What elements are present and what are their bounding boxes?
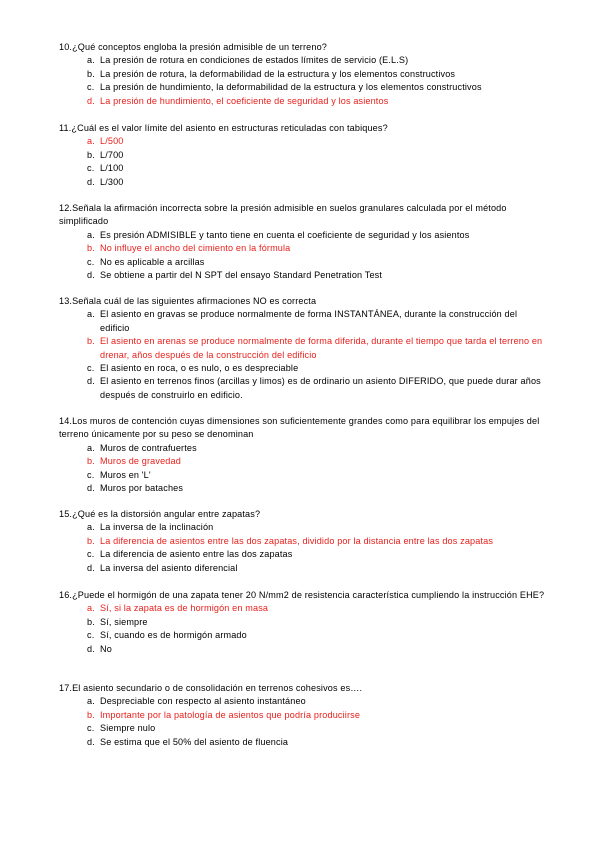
- question-17: [59, 682, 549, 749]
- option-a-correct: [59, 135, 549, 148]
- option-b: [59, 149, 549, 162]
- question-text: [59, 415, 549, 442]
- option-text: Despreciable con respecto al asiento instantáneo: [100, 696, 306, 707]
- option-text: L/300: [100, 176, 124, 187]
- option-c: [59, 722, 549, 735]
- option-b: [59, 616, 549, 629]
- option-list: [59, 442, 549, 496]
- option-letter: b.: [87, 68, 95, 79]
- option-text: La presión de hundimiento, el coeficiente de seguridad y los asientos: [100, 95, 389, 106]
- option-a: [59, 308, 549, 335]
- option-letter: b.: [87, 336, 95, 347]
- question-number: 10.: [59, 42, 73, 52]
- option-letter: a.: [87, 309, 95, 320]
- option-text: Importante por la patología de asientos que podría produciirse: [100, 709, 361, 720]
- question-prompt: ¿Puede el hormigón de una zapata tener 20 N/mm2 de resistencia característica cumpliendo la instrucción EHE?: [72, 590, 545, 600]
- option-letter: b.: [87, 149, 95, 160]
- option-letter: d.: [87, 736, 95, 747]
- option-letter: b.: [87, 709, 95, 720]
- question-prompt: Señala la afirmación incorrecta sobre la presión admisible en suelos granulares calculada por el método simplificado: [59, 203, 507, 227]
- option-letter: c.: [87, 163, 95, 174]
- question-number: 13.: [59, 296, 73, 306]
- question-text: [59, 589, 549, 602]
- question-text: [59, 508, 549, 521]
- question-12: [59, 202, 549, 282]
- option-d: [59, 562, 549, 575]
- option-text: Sí, si la zapata es de hormigón en masa: [100, 603, 269, 614]
- option-letter: a.: [87, 696, 95, 707]
- option-letter: d.: [87, 95, 95, 106]
- question-10: [59, 41, 549, 108]
- option-a: [59, 54, 549, 67]
- option-text: No: [100, 643, 112, 654]
- option-b-correct: [59, 242, 549, 255]
- option-a: [59, 521, 549, 534]
- question-text: [59, 122, 549, 135]
- option-text: Es presión ADMISIBLE y tanto tiene en cuenta el coeficiente de seguridad y los asientos: [100, 229, 470, 240]
- option-b-correct: [59, 535, 549, 548]
- option-list: [59, 602, 549, 656]
- question-prompt: ¿Qué conceptos engloba la presión admisible de un terreno?: [72, 42, 327, 52]
- option-letter: c.: [87, 256, 95, 267]
- option-text: La presión de hundimiento, la deformabilidad de la estructura y los elementos constructivos: [100, 82, 482, 93]
- option-c: [59, 629, 549, 642]
- option-text: La presión de rotura en condiciones de estados límites de servicio (E.L.S): [100, 55, 409, 66]
- question-prompt: ¿Cuál es el valor límite del asiento en estructuras reticuladas con tabiques?: [71, 123, 388, 133]
- option-list: [59, 229, 549, 283]
- option-letter: a.: [87, 136, 95, 147]
- option-list: [59, 135, 549, 189]
- option-letter: d.: [87, 270, 95, 281]
- option-letter: d.: [87, 376, 95, 387]
- question-number: 14.: [59, 416, 73, 426]
- option-b-correct: [59, 709, 549, 722]
- option-letter: d.: [87, 643, 95, 654]
- option-c: [59, 548, 549, 561]
- option-text: Siempre nulo: [100, 723, 156, 734]
- option-text: El asiento en gravas se produce normalmente de forma INSTANTÁNEA, durante la construcción del edificio: [100, 309, 518, 333]
- option-letter: c.: [87, 82, 95, 93]
- option-letter: c.: [87, 549, 95, 560]
- option-c: [59, 162, 549, 175]
- option-text: L/700: [100, 149, 124, 160]
- option-letter: c.: [87, 363, 95, 374]
- question-11: [59, 122, 549, 189]
- option-letter: a.: [87, 603, 95, 614]
- option-text: Muros de gravedad: [100, 456, 181, 467]
- option-letter: a.: [87, 442, 95, 453]
- question-prompt: ¿Qué es la distorsión angular entre zapatas?: [72, 509, 261, 519]
- option-a: [59, 229, 549, 242]
- option-text: L/500: [100, 136, 124, 147]
- option-list: [59, 54, 549, 108]
- option-c: [59, 362, 549, 375]
- question-15: [59, 508, 549, 575]
- question-number: 15.: [59, 509, 73, 519]
- option-text: Muros de contrafuertes: [100, 442, 197, 453]
- option-c: [59, 256, 549, 269]
- option-letter: b.: [87, 456, 95, 467]
- option-letter: a.: [87, 229, 95, 240]
- option-text: Muros por bataches: [100, 483, 184, 494]
- option-letter: b.: [87, 616, 95, 627]
- option-a: [59, 695, 549, 708]
- option-d: [59, 736, 549, 749]
- option-list: [59, 308, 549, 402]
- question-prompt: Señala cuál de las siguientes afirmaciones NO es correcta: [72, 296, 317, 306]
- question-text: [59, 295, 549, 308]
- option-text: Muros en 'L': [100, 469, 151, 480]
- option-d: [59, 375, 549, 402]
- option-b-correct: [59, 335, 549, 362]
- question-text: [59, 41, 549, 54]
- option-letter: c.: [87, 723, 95, 734]
- option-d: [59, 643, 549, 656]
- option-text: Sí, cuando es de hormigón armado: [100, 630, 247, 641]
- question-number: 12.: [59, 203, 73, 213]
- option-text: La inversa de la inclinación: [100, 522, 214, 533]
- option-b-correct: [59, 455, 549, 468]
- option-text: La presión de rotura, la deformabilidad de la estructura y los elementos constructivos: [100, 68, 456, 79]
- option-text: No es aplicable a arcillas: [100, 256, 205, 267]
- option-text: La inversa del asiento diferencial: [100, 562, 238, 573]
- question-prompt: Los muros de contención cuyas dimensiones son suficientemente grandes como para equilibrar los empujes del terreno únicamente por su peso se denominan: [59, 416, 540, 440]
- option-text: Se estima que el 50% del asiento de fluencia: [100, 736, 289, 747]
- option-text: El asiento en roca, o es nulo, o es despreciable: [100, 363, 299, 374]
- question-number: 16.: [59, 590, 73, 600]
- question-text: [59, 682, 549, 695]
- option-letter: c.: [87, 630, 95, 641]
- option-list: [59, 695, 549, 749]
- question-text: [59, 202, 549, 229]
- question-14: [59, 415, 549, 495]
- option-letter: b.: [87, 535, 95, 546]
- option-d-correct: [59, 95, 549, 108]
- option-letter: d.: [87, 562, 95, 573]
- option-d: [59, 482, 549, 495]
- question-13: [59, 295, 549, 402]
- option-d: [59, 176, 549, 189]
- option-letter: d.: [87, 483, 95, 494]
- question-prompt: El asiento secundario o de consolidación en terrenos cohesivos es….: [72, 683, 363, 693]
- option-text: Se obtiene a partir del N SPT del ensayo Standard Penetration Test: [100, 270, 383, 281]
- option-text: La diferencia de asientos entre las dos zapatas, dividido por la distancia entre las dos zapatas: [100, 535, 494, 546]
- option-letter: a.: [87, 522, 95, 533]
- option-text: El asiento en arenas se produce normalmente de forma diferida, durante el tiempo que tarda el terreno en drenar, años después de la construcción del edificio: [100, 336, 543, 360]
- option-c: [59, 81, 549, 94]
- option-b: [59, 68, 549, 81]
- option-text: El asiento en terrenos finos (arcillas y limos) es de ordinario un asiento DIFERIDO, que puede durar años después de construirlo en edificio.: [100, 376, 541, 400]
- option-letter: a.: [87, 55, 95, 66]
- option-letter: b.: [87, 243, 95, 254]
- option-text: La diferencia de asiento entre las dos zapatas: [100, 549, 293, 560]
- option-text: No influye el ancho del cimiento en la fórmula: [100, 243, 291, 254]
- option-list: [59, 521, 549, 575]
- option-letter: c.: [87, 469, 95, 480]
- option-text: Sí, siempre: [100, 616, 148, 627]
- question-number: 17.: [59, 683, 73, 693]
- option-d: [59, 269, 549, 282]
- option-letter: d.: [87, 176, 95, 187]
- question-number: 11.: [59, 123, 72, 133]
- option-a: [59, 442, 549, 455]
- option-c: [59, 469, 549, 482]
- option-text: L/100: [100, 163, 124, 174]
- option-a-correct: [59, 602, 549, 615]
- question-16: [59, 589, 549, 656]
